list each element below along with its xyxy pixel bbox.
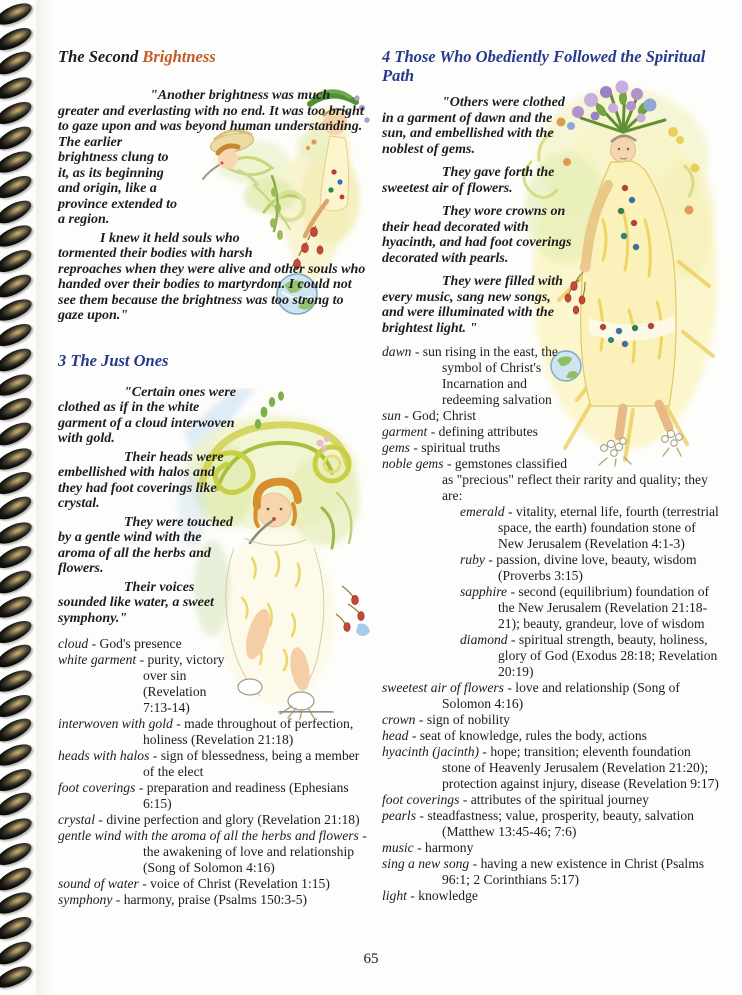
spiral-coil <box>0 97 35 128</box>
spiral-coil <box>0 740 35 770</box>
section-title-second-brightness <box>58 47 370 66</box>
glossary-term: noble gems <box>382 456 444 471</box>
glossary-term: light <box>382 888 407 903</box>
glossary-definition: - knowledge <box>410 888 478 903</box>
glossary-entry <box>382 856 722 888</box>
glossary-term: symphony <box>58 892 113 907</box>
section-title-just-ones: 3 The Just Ones <box>58 350 169 370</box>
glossary-term: pearls <box>382 808 416 823</box>
glossary-term: foot coverings <box>58 780 136 795</box>
glossary-definition: - spiritual strength, beauty, holiness, glory of God (Exodus 28:18; Revelation 20:19) <box>498 632 718 679</box>
glossary-term: crown <box>382 712 416 727</box>
illustration-base-line <box>280 711 332 712</box>
spiral-coil <box>0 47 35 79</box>
spiral-coil <box>0 714 35 746</box>
spiral-coil <box>0 320 35 351</box>
glossary-definition: - made throughout of perfection, holiness (Revelation 21:18) <box>143 716 354 747</box>
quote-paragraph: Their heads were embellished with halos and they had foot coverings like crystal. <box>58 449 224 511</box>
glossary-term: garment <box>382 424 428 439</box>
left-column <box>58 47 370 908</box>
glossary-definition: - hope; transition; eleventh foundation stone of Heavenly Jerusalem (Revelation 21:20); protection against injury, disease (Revelation 9:17) <box>442 744 719 791</box>
glossary-entry <box>382 840 722 856</box>
glossary-definition: - vitality, eternal life, fourth (terrestrial space, the earth) foundation stone of New Jerusalem (Revelation 4:1-3) <box>498 504 719 551</box>
glossary-entry <box>58 828 370 876</box>
glossary-entry <box>58 892 370 908</box>
glossary-definition: - divine perfection and glory (Revelation 21:18) <box>98 812 360 827</box>
glossary-definition: - voice of Christ (Revelation 1:15) <box>142 876 330 891</box>
glossary-entry <box>460 504 722 552</box>
glossary-definition: - the awakening of love and relationship (Song of Solomon 4:16) <box>143 828 367 875</box>
spiral-coil <box>0 73 35 103</box>
glossary-entry <box>58 780 370 812</box>
spiral-coil <box>0 788 35 820</box>
glossary-term: sun <box>382 408 401 423</box>
section-title-line2: Path <box>382 66 415 85</box>
spiral-coil <box>0 764 35 795</box>
glossary-term: white garment <box>58 652 137 667</box>
page-number: 65 <box>363 951 379 967</box>
glossary-entry <box>382 792 722 808</box>
spiral-coil <box>0 640 35 672</box>
section-title-line1: 4 Those Who Obediently Followed the Spiritual <box>382 47 706 66</box>
glossary-term: head <box>382 728 409 743</box>
spiral-coil <box>0 592 35 622</box>
section-title-second-part: The Second <box>58 47 143 66</box>
quote-paragraph: "Another brightness was much greater and everlasting with no end. It was too bright to gaze upon and was beyond human understanding. The earlier brightness clung to it, as its beginning and origin, like a province extended to a region. <box>58 88 364 227</box>
glossary-definition: - preparation and readiness (Ephesians 6:15) <box>138 780 349 811</box>
glossary-entry <box>382 728 722 744</box>
glossary-entry <box>460 632 722 680</box>
spiral-coil <box>0 444 35 474</box>
glossary-term: sing a new song <box>382 856 470 871</box>
quote-paragraph: "Others were clothed in a garment of dawn and the sun, and embellished with the noblest of gems. <box>382 95 565 157</box>
glossary-definition: - sign of nobility <box>418 712 510 727</box>
glossary-definition: - steadfastness; value, prosperity, beauty, salvation (Matthew 13:45-46; 7:6) <box>419 808 694 839</box>
glossary-entry <box>460 584 722 632</box>
quote-spiritual-path <box>382 95 722 336</box>
glossary-definition: - second (equilibrium) foundation of the New Jerusalem (Revelation 21:18-21); beauty, grandeur, love of wisdom <box>498 584 710 631</box>
spiral-coil <box>0 814 35 844</box>
quote-paragraph: They were filled with every music, sang new songs, and were illuminated with the brightest light. " <box>382 274 563 336</box>
glossary-definition: - attributes of the spiritual journey <box>462 792 649 807</box>
glossary-definition: - gemstones classified as "precious" reflect their rarity and quality; they are: <box>442 456 708 503</box>
glossary-term: sound of water <box>58 876 139 891</box>
quote-paragraph: They wore crowns on their head decorated with hyacinth, and had foot coverings decorated with pearls. <box>382 204 572 266</box>
quote-paragraph: I knew it held souls who tormented their bodies with harsh reproaches when they were alive and other souls who handed over their bodies to martyrdom. I could not see them because the brightness was too strong to gaze upon." <box>58 230 366 323</box>
spiral-coil <box>0 912 35 943</box>
spiral-coil <box>0 616 35 647</box>
right-column <box>382 47 722 904</box>
spiral-coil <box>0 221 35 251</box>
spiral-coil <box>0 295 35 325</box>
glossary-definition: - having a new existence in Christ (Psalms 96:1; 2 Corinthians 5:17) <box>442 856 705 887</box>
glossary-entry <box>58 812 370 828</box>
spiral-coil <box>0 863 35 895</box>
spiral-coil <box>0 468 35 499</box>
glossary-entry <box>58 748 370 780</box>
quote-paragraph: They gave forth the sweetest air of flowers. <box>382 165 555 196</box>
glossary-term: gems <box>382 440 410 455</box>
glossary-entry <box>58 716 370 748</box>
spiral-coil <box>0 394 35 425</box>
spiral-coil <box>0 270 35 302</box>
glossary-entry <box>460 552 722 584</box>
spiral-coil <box>0 369 35 399</box>
spiral-coil <box>0 542 35 573</box>
glossary-entry <box>382 808 722 840</box>
glossary-term: interwoven with gold <box>58 716 173 731</box>
section-title-spiritual-path <box>382 47 722 85</box>
glossary-term: dawn <box>382 344 412 359</box>
glossary-definition: - God; Christ <box>404 408 477 423</box>
glossary-definition: - defining attributes <box>430 424 538 439</box>
quote-paragraph: Their voices sounded like water, a sweet symphony." <box>58 579 214 626</box>
glossary-term: emerald <box>460 504 505 519</box>
glossary-term: cloud <box>58 636 89 651</box>
glossary-term: heads with halos <box>58 748 150 763</box>
spiral-coil <box>0 418 35 450</box>
glossary-entry <box>382 680 722 712</box>
glossary-definition: - harmony <box>417 840 474 855</box>
glossary-term: crystal <box>58 812 95 827</box>
spiral-coil <box>0 518 35 548</box>
glossary-definition: - seat of knowledge, rules the body, actions <box>411 728 647 743</box>
glossary-entry <box>382 888 722 904</box>
spiral-coil <box>0 492 35 524</box>
glossary-term: gentle wind with the aroma of all the herbs and flowers <box>58 828 359 843</box>
glossary-definition: - sun rising in the east, the symbol of Christ's Incarnation and redeeming salvation <box>414 344 558 407</box>
glossary-term: hyacinth (jacinth) <box>382 744 480 759</box>
glossary-term: sapphire <box>460 584 508 599</box>
quote-paragraph: "Certain ones were clothed as if in the white garment of a cloud interwoven with gold. <box>58 384 236 446</box>
spiral-coil <box>0 838 35 869</box>
spiral-coil <box>0 23 35 54</box>
spiral-coil <box>0 566 35 598</box>
spiral-coil <box>0 122 35 154</box>
glossary-definition: - passion, divine love, beauty, wisdom (Proverbs 3:15) <box>488 552 697 583</box>
spiral-coil <box>0 888 35 918</box>
quote-second-brightness <box>58 88 370 324</box>
glossary-definition: - purity, victory over sin (Revelation 7:13-14) <box>139 652 225 715</box>
glossary-definition: - spiritual truths <box>413 440 501 455</box>
glossary-term: sweetest air of flowers <box>382 680 504 695</box>
quote-paragraph: They were touched by a gentle wind with the aroma of all the herbs and flowers. <box>58 514 233 576</box>
spiral-coil <box>0 196 35 228</box>
glossary-term: foot coverings <box>382 792 460 807</box>
spiral-coil <box>0 666 35 696</box>
spiral-coil <box>0 147 35 177</box>
spiral-coil <box>0 344 35 376</box>
spiral-coil <box>0 245 35 276</box>
spiral-coil <box>0 0 35 29</box>
glossary-definition: - harmony, praise (Psalms 150:3-5) <box>115 892 308 907</box>
section-title-brightness-part: Brightness <box>142 47 216 66</box>
glossary-term: diamond <box>460 632 508 647</box>
spiral-coil <box>0 962 35 992</box>
glossary-definition: - sign of blessedness, being a member of the elect <box>143 748 360 779</box>
spiral-binding <box>0 0 44 995</box>
spiral-coil <box>0 937 35 969</box>
glossary-definition: - love and relationship (Song of Solomon 4:16) <box>442 680 680 711</box>
spiral-coil <box>0 171 35 202</box>
glossary-term: ruby <box>460 552 485 567</box>
glossary-term: music <box>382 840 414 855</box>
quote-just-ones <box>58 385 370 627</box>
spiral-coil <box>0 690 35 721</box>
glossary-entry <box>58 876 370 892</box>
glossary-definition: - God's presence <box>91 636 182 651</box>
glossary-entry <box>382 744 722 792</box>
glossary-entry <box>382 712 722 728</box>
